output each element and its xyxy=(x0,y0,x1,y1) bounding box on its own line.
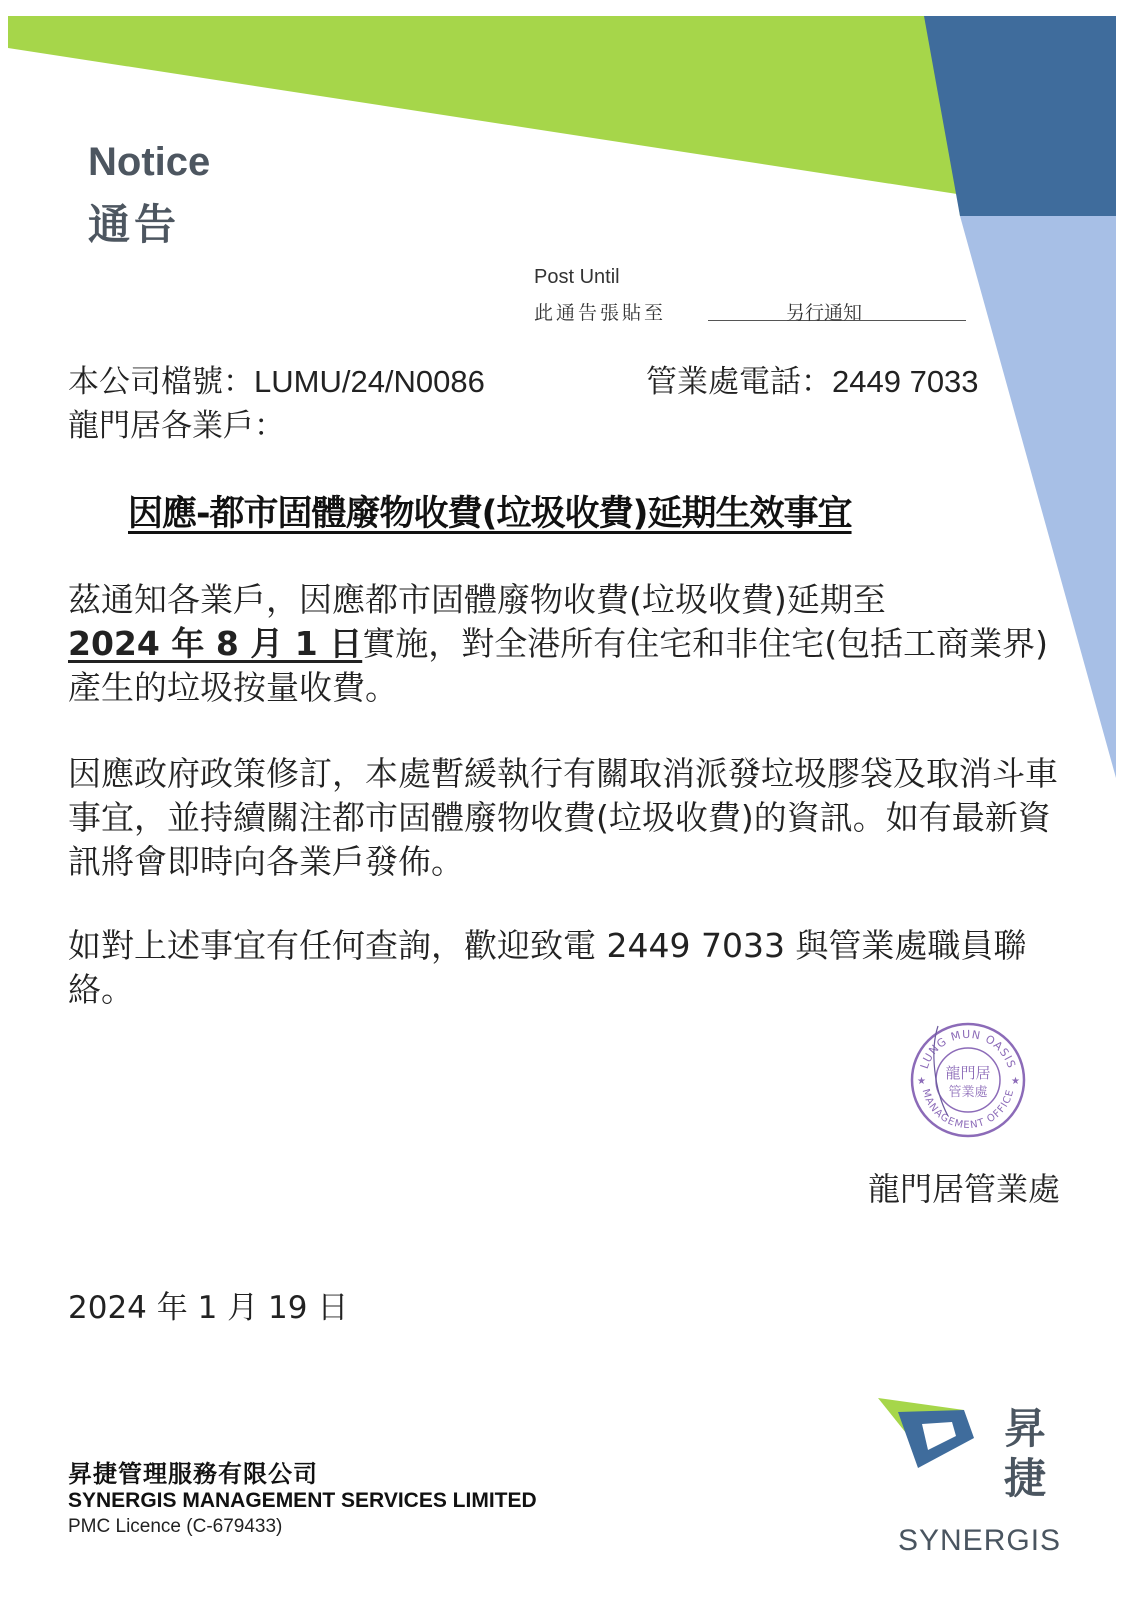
svg-text:★: ★ xyxy=(917,1076,926,1087)
paragraph-3: 如對上述事宜有任何查詢，歡迎致電 2449 7033 與管業處職員聯絡。 xyxy=(68,926,1027,1009)
logo-text-zh-1: 昇 xyxy=(1004,1404,1047,1453)
svg-text:★: ★ xyxy=(1011,1076,1020,1087)
paragraph-1 xyxy=(68,578,1068,710)
post-until-value: 另行通知 xyxy=(786,302,863,324)
effective-date: 2024 年 8 月 1 日 xyxy=(68,624,363,663)
logo-text-zh-2: 捷 xyxy=(1004,1454,1047,1503)
notice-title-en: Notice xyxy=(88,140,211,184)
post-until-label-en: Post Until xyxy=(534,266,620,288)
stamp-center-text-2: 管業處 xyxy=(948,1085,988,1100)
logo-text-en: SYNERGIS xyxy=(898,1524,1062,1557)
paragraph-2: 因應政府政策修訂，本處暫緩執行有關取消派發垃圾膠袋及取消斗車事宜，並持續關注都市固體廢物收費(垃圾收費)的資訊。如有最新資訊將會即時向各業戶發佈。 xyxy=(68,754,1058,881)
office-phone-value: 2449 7033 xyxy=(832,364,979,399)
reference-value: LUMU/24/N0086 xyxy=(254,364,485,399)
paragraph-1-start: 茲通知各業戶，因應都市固體廢物收費(垃圾收費)延期至 xyxy=(68,580,886,619)
stamp-center-text-1: 龍門居 xyxy=(945,1064,991,1082)
signature-office: 龍門居管業處 xyxy=(868,1170,1061,1208)
company-name-en: SYNERGIS MANAGEMENT SERVICES LIMITED xyxy=(68,1489,537,1512)
notice-subject-title: 因應-都市固體廢物收費(垃圾收費)延期生效事宜 xyxy=(128,494,852,534)
reference-label: 本公司檔號： xyxy=(68,364,254,400)
office-phone xyxy=(646,356,979,401)
company-name-zh: 昇捷管理服務有限公司 xyxy=(68,1460,318,1488)
paragraph-1-end: 實施，對全港所有住宅和非住宅(包括工商業界)產生的垃圾按量收費。 xyxy=(68,624,1048,707)
notice-title-zh: 通告 xyxy=(88,200,181,249)
issue-date: 2024 年 1 月 19 日 xyxy=(68,1290,349,1326)
stamp-top-text: LUNG MUN OASIS xyxy=(917,1027,1019,1071)
post-until-label-zh: 此通告張貼至 xyxy=(534,302,667,324)
company-licence: PMC Licence (C-679433) xyxy=(68,1516,283,1537)
reference-number xyxy=(68,356,485,401)
synergis-logo-icon xyxy=(878,1398,998,1488)
greeting: 龍門居各業戶： xyxy=(68,408,285,444)
management-office-stamp xyxy=(908,1020,1028,1140)
office-phone-label: 管業處電話： xyxy=(646,364,832,400)
stamp-bottom-text: MANAGEMENT OFFICE xyxy=(919,1087,1017,1132)
